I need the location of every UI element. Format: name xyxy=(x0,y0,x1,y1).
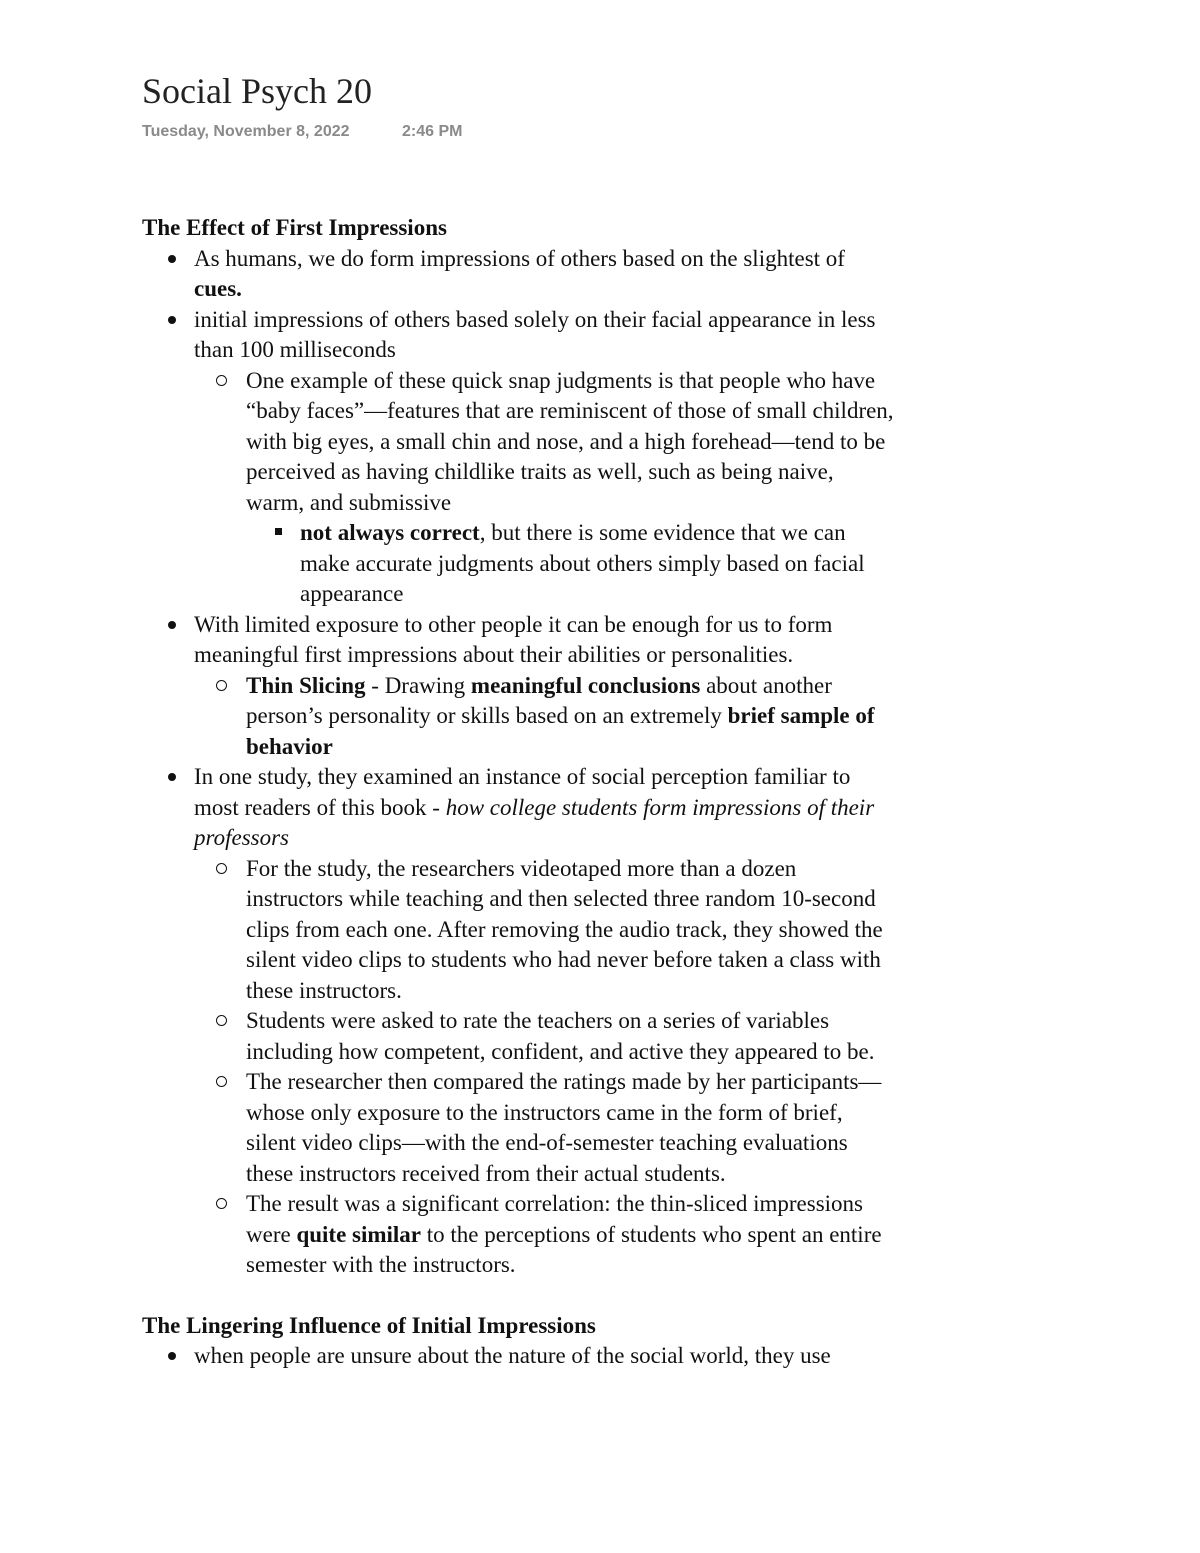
sub-list xyxy=(194,854,894,1281)
list-item-text: The result was a significant correlation: the thin-sliced impressions were xyxy=(246,1191,864,1247)
sub-list xyxy=(194,366,894,610)
section-lingering-influence xyxy=(142,1311,1162,1372)
list-item-text: to the perceptions of students who spent an entire semester with the instructors. xyxy=(246,1221,882,1277)
bullet-icon xyxy=(168,1352,176,1360)
sub-list-item xyxy=(194,366,894,610)
sub-list-item xyxy=(194,854,894,1007)
page-title: Social Psych 20 xyxy=(142,71,372,111)
list-item-text: about another person’s personality or skills based on an extremely xyxy=(246,672,832,728)
sub-sub-list xyxy=(246,518,894,610)
sub-list-item xyxy=(194,671,894,763)
list-item-text: , but there is some evidence that we can make accurate judgments about others simply based on facial appearance xyxy=(300,520,865,606)
hollow-bullet-icon xyxy=(216,863,227,874)
bold-text: cues. xyxy=(194,276,242,301)
section-spacer xyxy=(142,1281,1162,1311)
hollow-bullet-icon xyxy=(216,1076,227,1087)
bullet-list xyxy=(142,1341,1162,1372)
list-item-text: In one study, they examined an instance of social perception familiar to most readers of this book - xyxy=(194,764,851,820)
list-item-text: With limited exposure to other people it can be enough for us to form meaningful first impressions about their abilities or personalities. xyxy=(194,611,833,667)
list-item-text: Students were asked to rate the teachers on a series of variables including how competent, confident, and active they appeared to be. xyxy=(246,1008,875,1064)
bullet-icon xyxy=(168,621,176,629)
sub-list xyxy=(194,671,894,763)
note-date: Tuesday, November 8, 2022 xyxy=(142,123,350,140)
list-item xyxy=(142,1341,1162,1372)
sub-list-item xyxy=(194,1067,894,1189)
bold-text: not always correct xyxy=(300,520,480,545)
list-item-text: when people are unsure about the nature of the social world, they use xyxy=(194,1343,831,1368)
section-first-impressions xyxy=(142,213,1162,1281)
list-item xyxy=(142,762,894,1281)
note-time: 2:46 PM xyxy=(402,123,463,140)
list-item-text: The researcher then compared the ratings made by her participants—whose only exposure to the instructors came in the form of brief, silent video clips—with the end-of-semester teaching evaluations these instructors received from their actual students. xyxy=(246,1069,882,1186)
list-item-text: As humans, we do form impressions of others based on the slightest of xyxy=(194,245,845,271)
bullet-icon xyxy=(168,255,176,263)
list-item-text: For the study, the researchers videotaped more than a dozen instructors while teaching and then selected three random 10-second clips from each one. After removing the audio track, they showed the silent video clips to students who had never before taken a class with these instructors. xyxy=(246,855,883,1003)
bold-text: quite similar xyxy=(296,1221,422,1247)
bullet-icon xyxy=(168,316,176,324)
bold-text: brief sample of behavior xyxy=(246,703,875,759)
bullet-list xyxy=(142,244,1162,1281)
square-bullet-icon xyxy=(275,528,282,535)
sub-list-item xyxy=(194,1006,894,1067)
hollow-bullet-icon xyxy=(216,680,227,691)
bullet-icon xyxy=(168,773,176,781)
hollow-bullet-icon xyxy=(216,375,227,386)
italic-text: how college students form impressions of their professors xyxy=(194,794,875,850)
hollow-bullet-icon xyxy=(216,1015,227,1026)
note-body xyxy=(142,213,1162,1372)
bold-text: meaningful conclusions xyxy=(470,672,701,698)
hollow-bullet-icon xyxy=(216,1198,227,1209)
section-heading: The Effect of First Impressions xyxy=(142,215,447,240)
list-item xyxy=(142,610,894,763)
sub-list-item xyxy=(194,1189,894,1281)
list-item-text: - Drawing xyxy=(365,672,471,698)
section-heading: The Lingering Influence of Initial Impressions xyxy=(142,1312,596,1338)
list-item-text: initial impressions of others based solely on their facial appearance in less than 100 milliseconds xyxy=(194,306,876,362)
sub-sub-list-item xyxy=(246,518,894,610)
term-text: Thin Slicing xyxy=(246,672,366,698)
list-item xyxy=(142,305,894,610)
list-item-text: One example of these quick snap judgments is that people who have “baby faces”—features that are reminiscent of those of small children, with big eyes, a small chin and nose, and a high forehead—tend to be perceived as having childlike traits as well, such as being naive, warm, and submissive xyxy=(246,367,894,515)
list-item xyxy=(142,244,894,305)
